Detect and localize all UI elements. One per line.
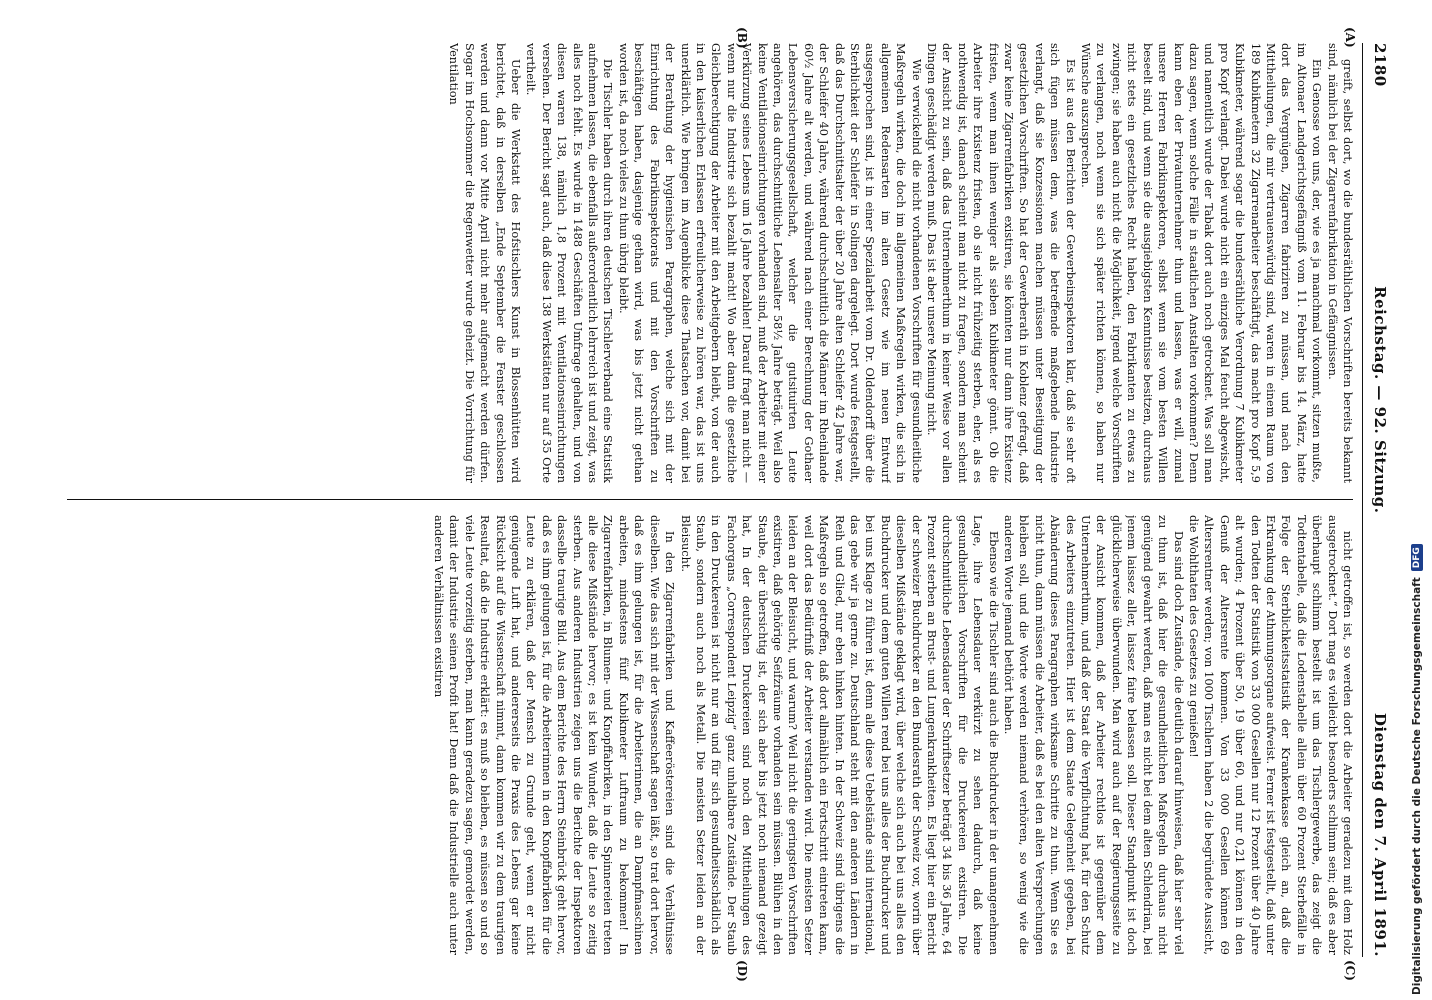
session-date: Dienstag den 7. April 1891. <box>1371 712 1389 957</box>
digitization-credit <box>1406 30 1428 995</box>
paragraph: greift, selbst dort, wo die bundesräthlichen Vorschriften bereits bekannt sind, nämlich bei der Zigarrenfabrikation in Gefängnissen. <box>1325 43 1354 483</box>
margin-marker-a: (A) <box>1343 27 1357 48</box>
paragraph: nicht getroffen ist, so werden dort die Arbeiter geradezu mit dem Holz ausgetrocknet.“ Dort mag es vielleicht besonders schlimm sein; daß es aber überhaupt schlimm bestellt ist um das Tischlergewerbe, das zeigt die Todtentabelle, daß die Lodenstabelle allein über 60 Prozent Sterbefälle in Folge der Sterblichkeitsstatistik der Krankenkasse gleich an, daß die Erkrankung der Athmungsorgane aufweist. Ferner ist festgestellt, daß unter den Todten der Statistik von 33 000 Gesellen nur 12 Prozent über 40 Jahre alt wurden; 4 Prozent über 50, 19 über 60, und nur 0,21 können in den Genuß der Altersrente kommen. Von 33 000 Gesellen können 69 Altersrentner werden; von 1000 Tischlern haben 2 die begründete Aussicht, die Wohlthaten des Gesetzes zu genießen! <box>1186 515 1354 955</box>
credit-text: Digitalisierung gefördert durch die Deutsche Forschungsgemeinschaft <box>1411 577 1423 995</box>
paragraph: Das sind doch Zustände, die deutlich darauf hinweisen, daß hier sehr viel zu thun ist, daß hier die gesundheitlichen Maßregeln durchaus nicht genügend gewahrt werden, daß man es nicht bei dem alten Schlendrian, bei jenem laissez aller, laissez faire belassen soll. Dieser Standpunkt ist doch glücklicherweise überwunden. Man wird auch auf der Regierungsseite zu der Ansicht kommen, daß der Arbeiter rechtlos ist gegenüber dem Unternehmerthum, und daß der Staat die Verpflichtung hat, für den Schutz des Arbeiters einzutreten. Hier ist dem Staate Gelegenheit gegeben, bei Abänderung dieses Paragraphen wirksame Schritte zu thun. Wenn Sie es nicht thun, dann müssen die Arbeiter, daß es bei den alten Versprechungen bleiben soll, und die Worte werden niemand verhören, so wenig wie die anderen Worte jemand bethört haben. <box>1002 515 1185 955</box>
column-divider <box>67 499 1353 500</box>
margin-marker-c: (C) <box>1343 960 1357 981</box>
paragraph: Ein Genosse von uns, der, wie es ja manchmal vorkommt, sitzen mußte, im Altonaer Landgerichtsgefängniß vom 11. Februar bis 14. März, hatte dort das Vergnügen, Zigarren fabriziren zu müssen, und nach den Mittheilungen, die mir vertrauenswürdig sind, waren in einem Raum von 189 Kubikmetern 32 Zigarrenarbeiter beschäftigt, das macht pro Kopf 5,9 Kubikmeter, während sogar die bundesräthliche Verordnung 7 Kubikmeter pro Kopf verlangt. Dabei wurde nicht ein einziges Mal feucht abgewischt, und namentlich wurde der Tabak dort auch noch getrocknet. Was soll man dazu sagen, wenn solche Fälle in staatlichen Anstalten vorkommen? Denn kann eben der Privatunternehmer thun und lassen, was er will, zumal unsere Herren Fabrikinspektoren, selbst wenn sie vom besten Willen beseelt sind, und wenn sie die ausgiebigsten Kenntnisse besitzen, durchaus nicht stets ein gesetzliches Recht haben, den Fabrikanten zu etwas zu zwingen; sie haben auch nicht die Möglichkeit, irgend welche Vorschriften zu verlangen, noch wenn sie sich später richten können, so haben nur Wünsche auszusprechen. <box>1079 43 1324 483</box>
paragraph: Ueber die Werkstatt des Hofstischlers Kunst in Blossenhütten wird berichtet, daß in derselben „Ende September die Fenster geschlossen werden und dann vor Mitte April nicht mehr aufgemacht werden dürfen. Sogar im Hochsommer die Regenwetter wurde geheizt. Die Vorrichtung für Ventilation <box>447 43 523 483</box>
margin-marker-b: (B) <box>735 27 749 49</box>
right-column <box>65 515 1355 955</box>
session-title: Reichstag. — 92. Sitzung. <box>1371 286 1389 514</box>
left-column <box>65 43 1355 483</box>
paragraph: Es ist aus den Berichten der Gewerbeinspektoren klar, daß sie sehr oft sich fügen müssen dem, was die betreffende maßgebende Industrie verlangt, daß sie Konzessionen machen müssen unter Beseitigung der gesetzlichen Vorschriften. So hat der Gewerberath in Koblenz gefragt, daß zwar keine Zigarrenfabriken existiren, sie könnten nur dann ihre Existenz fristen, wenn man ihnen weniger als sieben Kubikmeter gönnt. Ob die Arbeiter ihre Existenz fristen, ob sie nicht frühzeitig sterben, eher, als es nothwendig ist, danach scheint man nicht zu fragen, sondern man scheint der Ansicht zu sein, daß das Unternehmerthum in keiner Weise vor allen Dingen geschädigt werden muß. Das ist aber unsere Meinung nicht. <box>925 43 1077 483</box>
page-header <box>1362 43 1397 957</box>
paragraph: Die Tischler haben durch ihren deutschen Tischlerverband eine Statistik aufnehmen lassen, die ebenfalls außerordentlich lehrreich ist und zeigt, was alles noch fehlt. Es wurde in 1488 Geschäften Umfrage gehalten, und von diesen waren 138, nämlich 1,8 Prozent mit Ventilationseinrichtungen versehen. Der Bericht sagt auch, daß diese 138 Werkstätten nur auf 35 Orte vertheilt. <box>524 43 615 483</box>
paragraph: Ebenso wie die Tischler sind auch die Buchdrucker in der unangenehmen Lage, ihre Lebensdauer verkürzt zu sehen dadurch, daß keine gesundheitlichen Vorschriften für die Druckereien existiren. Die durchschnittliche Lebensdauer der Schriftsetzer beträgt 34 bis 36 Jahre, 64 Prozent sterben an Brust- und Lungenkrankheiten. Es liegt hier ein Bericht der schweizer Buchdrucker an den Bundesrath der Schweiz vor, worin über dieselben Mißstände geklagt wird, über welche sich auch bei uns alles den Buchdrucker und dem guten Willen rend bei uns alles der Buchdrucker und bei uns Klage zu führen ist, denn alle diese Uebelstände sind international, das gebe wir ja gerne zu. Deutschland steht mit den anderen Ländern in Reih und Glied, nur eben hinken hinten. In der Schweiz sind übrigens die Maßregeln so getroffen, daß dort allmählich ein Fortschritt eintreten kann, weil dort das Bedürfniß der Arbeiter verstanden wird. Die meisten Setzer leiden an der Bleisucht, und warum? Weil nicht die geringsten Vorschriften existiren, daß gehörige Seifzräume vorhanden sein müssen. Blühen in den Staube, der übersichtig ist, der sich aber bis jetzt noch niemand gezeigt hat, In der deutschen Druckereien sind noch den Mittheilungen des Fachorgans „Correspondent Leipzig“ ganz unhaltbare Zustände. Der Staub in den Druckereien ist nicht nur an und für sich gesundheitsschädlich als Staub, sondern auch noch als Metall. Die meisten Setzer leiden an der Bleisucht. <box>678 515 1000 955</box>
paragraph: Wie verwickelnd die nicht vorhandenen Vorschriften für gesundheitliche Maßregeln wirken, die doch im allgemeinen Maßregeln wirken, die sich in allgemeinen Redensarten im alten Gesetz wie im neuen Entwurf ausgesprochen sind, ist in einer Spezialarbeit vom Dr. Oldendorff über die Sterblichkeit der Schleifer in Solingen dargelegt. Dort wurde festgestellt, daß das Durchschnittsalter der über 20 Jahre alten Schleifer 42 Jahre war, der Schleifer 40 Jahre, während durchschnittlich die Männer im Rheinlande 60½ Jahre alt werden, und während nach einer Berechnung der Gothaer Lebensversicherungsgesellschaft, welcher die gutsituirten Leute angehören, das durchschnittliche Lebensalter 58½ Jahre beträgt. Weil also keine Ventilationseinrichtungen vorhanden sind, muß der Arbeiter mit einer Verkürzung seines Lebens um 16 Jahre bezahlen! Darauf fragt man nicht — wenn nur die Industrie sich bezahlt macht! Wo aber dann die gesetzliche Gleichberechtigung der Arbeiter mit den Arbeitgebern bleibt, von der auch in den kaiserlichen Erlassen erfreulicherweise zu hören war, das ist uns unerklärlich. Wie bringen im Augenblicke diese Thatsachen vor, damit bei der Berathung der hygienischen Paragraphen, welche sich mit der Einrichtung des Fabrikinspektorats und mit den Vorschriften zu beschäftigen haben, dasjenige gethan wird, was bis jetzt nicht gethan worden ist, da noch vieles zu thun übrig bleibt. <box>616 43 923 483</box>
dfg-logo: DFG <box>1411 544 1423 571</box>
margin-marker-d: (D) <box>735 960 749 982</box>
page-number: 2180 <box>1371 43 1389 87</box>
document-page <box>58 25 1397 982</box>
rotated-page-content <box>58 25 1397 982</box>
paragraph: In den Zigarrenfabriken und Kaffeeröstereien sind die Verhältnisse dieselben. Wie das sich mit der Wissenschaft sagen läßt, so trat dort hervor, daß es ihm gelungen ist, für die Arbeiterinnen, die an Dampfmaschinen arbeiten, mindestens fünf Kubikmeter Luftraum zu bekommen! In Zigarrenfabriken, in Blumen- und Knopffabriken, in den Spinnereien treten alle diese Mißstände hervor; es ist kein Wunder, daß die Leute so zeitig sterben. Aus anderen Industrien zeigen uns die Berichte der Inspektoren dasselbe traurige Bild. Aus dem Berichte des Herrn Steinbrück geht hervor, daß es ihm gelungen ist, für die Arbeiterinnen in den Knopffabriken für die Leute zu erklären, daß der Mensch zu Grunde geht, wenn er nicht genügende Luft hat, und andererseits die Praxis des Lebens gar keine Rücksicht auf die Wissenschaft nimmt, dann kommen wir zu dem traurigen Resultat, daß die Industrie erklärt: es muß so bleiben, es müssen so und so viele Leute vorzeitig sterben, man kann geradezu sagen, gemordet werden, damit der Industrie seinen Profit hat! Denn daß die Industrielle auch unter anderen Verhältnissen existiren <box>432 515 677 955</box>
